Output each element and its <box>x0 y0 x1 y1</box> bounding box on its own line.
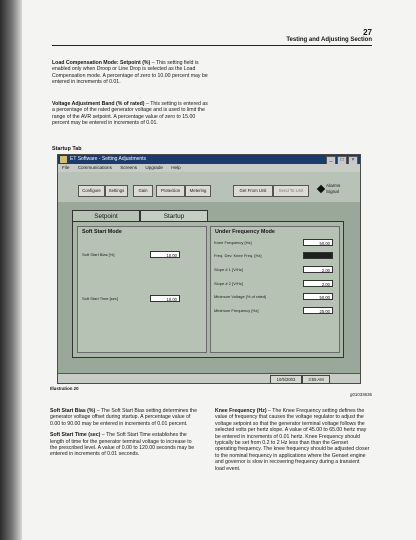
slope-2-input[interactable]: 2.00 <box>303 280 333 287</box>
header-rule <box>52 45 372 46</box>
bottom-left-column <box>50 408 198 458</box>
menu-screens[interactable]: Screens <box>120 165 138 170</box>
soft-start-bias-label: Soft Start Bias [%] <box>82 252 115 257</box>
freq-dev-knee-label: Freq. Dev. Knee Freq. [Hz] <box>214 253 262 258</box>
minimize-icon[interactable]: _ <box>326 156 336 165</box>
paragraph-soft-start-time <box>50 432 198 458</box>
slope-2-label: Slope # 2 [V/Hz] <box>214 281 243 286</box>
protection-button[interactable]: Protection <box>156 185 185 197</box>
text-knee-frequency: – The Knee Frequency setting defines the value of frequency that causes the voltage regulator to adjust the voltage setpoint so that the generator terminal voltage follows the selected volts per hertz slope. A value of 45.00 to 65.00 hertz may be entered in increments of 0.01 hertz. Knee Frequency should typically be set from 0.2 to 2 Hz less than than the Genset operating frequency. The knee frequency should be adjusted closer to the nominal frequency in applications where the Genset engine and governor is slow in recovering frequency during a transient load event. <box>215 408 370 472</box>
send-to-unit-button[interactable]: Send To Unit <box>273 185 309 197</box>
text-soft-start-bias: – The Soft Start Bias setting determines the generator voltage offset during startup. A percentage value of 0.00 to 90.00 may be entered in increments of 0.01 percent. <box>50 408 197 427</box>
illustration-code: g01033636 <box>350 392 372 397</box>
window-title: ET Software - Setting Adjustments <box>70 156 147 162</box>
metering-button[interactable]: Metering <box>185 185 211 197</box>
term-voltage-adjustment: Voltage Adjustment Band (% of rated) <box>52 101 145 107</box>
soft-start-title: Soft Start Mode <box>82 229 122 235</box>
paragraph-voltage-adjustment <box>52 101 212 127</box>
text-load-compensation: – This setting field is enabled only when Droop or Line Drop is selected as the Load Compensation mode. A percentage of zero to 10.00 percent may be entered in increments of 0.01. <box>52 60 208 86</box>
alarm-label[interactable]: Alarms Signal <box>326 183 341 194</box>
minimum-voltage-label: Minimum Voltage [% of rated] <box>214 294 267 299</box>
alarm-diamond-icon <box>317 185 325 193</box>
startup-panel <box>72 221 344 358</box>
page-number: 27 <box>363 28 372 37</box>
term-load-compensation: Load Compensation Mode: Setpoint (%) <box>52 60 151 66</box>
minimum-voltage-input[interactable]: 50.00 <box>303 293 333 300</box>
close-icon[interactable]: × <box>348 156 358 165</box>
soft-start-time-label: Soft Start Time [sec] <box>82 296 119 301</box>
minimum-frequency-input[interactable]: 25.00 <box>303 307 333 314</box>
toolbar <box>58 172 360 202</box>
paragraph-soft-start-bias <box>50 408 198 427</box>
status-date: 10/5/2003 <box>270 375 302 384</box>
soft-start-bias-input[interactable]: 10.00 <box>150 251 180 258</box>
paragraph-knee-frequency <box>215 408 370 472</box>
term-knee-frequency: Knee Frequency (Hz) <box>215 408 267 414</box>
software-window <box>57 154 361 384</box>
startup-tab-heading: Startup Tab <box>52 146 82 152</box>
text-voltage-adjustment: – This setting is entered as a percentage of the rated generator voltage and is used to limit the range of the AVR setpoint. A percentage value of zero to 15.00 percent may be entered in increments of 0.01. <box>52 101 208 127</box>
menu-upgrade[interactable]: Upgrade <box>145 165 163 170</box>
under-frequency-group <box>210 226 340 353</box>
text-soft-start-time: – The Soft Start Time establishes the length of time for the generator terminal voltage to increase to the prescribed level. A value of 0.00 to 120.00 seconds may be entered in increments of 0.01 seconds. <box>50 432 195 458</box>
gain-button[interactable]: Gain <box>133 185 153 197</box>
bottom-right-column <box>215 408 370 472</box>
term-soft-start-time: Soft Start Time (sec) <box>50 432 101 439</box>
menu-file[interactable]: File <box>62 165 70 170</box>
section-title: Testing and Adjusting Section <box>286 37 372 43</box>
page-binding-shadow <box>0 0 22 540</box>
soft-start-group <box>77 226 207 353</box>
under-frequency-title: Under Frequency Mode <box>215 229 275 235</box>
configure-button[interactable]: Configure <box>78 185 105 197</box>
knee-frequency-label: Knee Frequency [Hz] <box>214 240 252 245</box>
slope-1-label: Slope # 1 [V/Hz] <box>214 267 243 272</box>
freq-dev-knee-input[interactable] <box>303 252 333 259</box>
get-from-unit-button[interactable]: Get From Unit <box>233 185 273 197</box>
tab-startup[interactable]: Startup <box>140 210 208 222</box>
paragraph-load-compensation <box>52 60 212 86</box>
menu-communications[interactable]: Communications <box>77 165 112 170</box>
term-soft-start-bias: Soft Start Bias (%) <box>50 408 96 414</box>
settings-button[interactable]: Settings <box>105 185 128 197</box>
slope-1-input[interactable]: 2.00 <box>303 266 333 273</box>
maximize-icon[interactable]: □ <box>337 156 347 165</box>
illustration-label: Illustration 20 <box>50 386 79 391</box>
soft-start-time-input[interactable]: 10.00 <box>150 295 180 302</box>
menu-help[interactable]: Help <box>171 165 181 170</box>
menu-bar <box>58 164 360 172</box>
status-time: 3:55 AM <box>302 375 330 384</box>
window-titlebar <box>58 155 360 164</box>
status-bar <box>58 373 360 383</box>
tab-setpoint[interactable]: Setpoint <box>72 210 140 222</box>
knee-frequency-input[interactable]: 50.00 <box>303 239 333 246</box>
minimum-frequency-label: Minimum Frequency [Hz] <box>214 308 259 313</box>
app-icon <box>60 156 67 163</box>
